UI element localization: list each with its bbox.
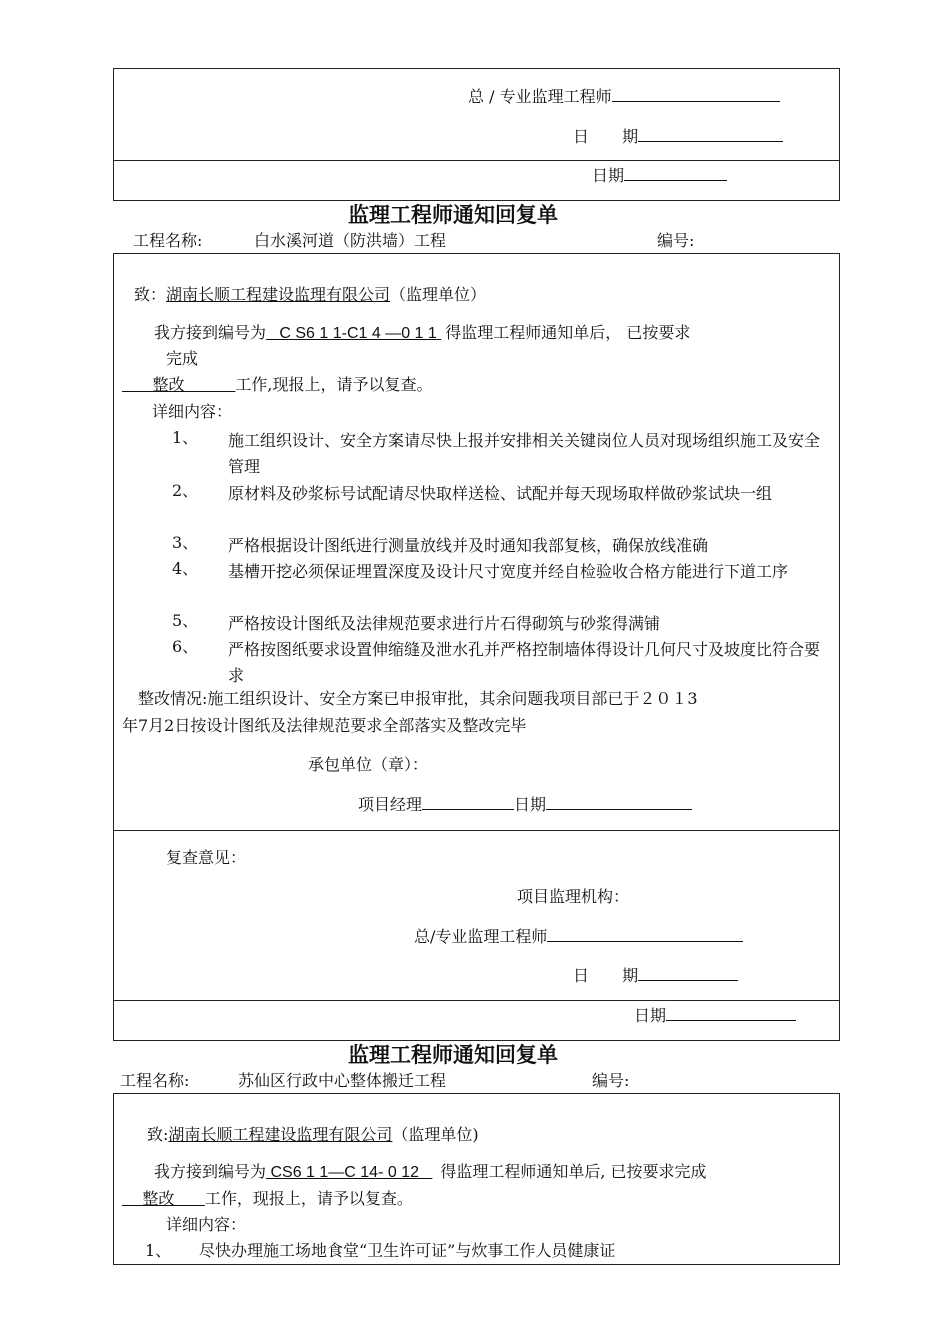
form1-engineer-blank[interactable] <box>547 926 743 942</box>
form1-received-line <box>154 323 690 344</box>
form1-item-text: 基槽开挖必须保证埋置深度及设计尺寸宽度并经自检验收合格方能进行下道工序 <box>228 562 789 581</box>
form1-item-text: 严格按图纸要求设置伸缩缝及泄水孔并严格控制墙体得设计几何尺寸及坡度比符合要求 <box>228 640 821 685</box>
form2-item-text: 尽快办理施工场地食堂“卫生许可证”与炊事工作人员健康证 <box>199 1241 616 1260</box>
form1-work-type-text: 整改 <box>152 375 185 394</box>
form1-engineer-line <box>414 926 743 947</box>
form2-project-label: 工程名称: <box>120 1071 190 1090</box>
form1-manager-date-label: 日期 <box>514 795 547 814</box>
form1-item-number: 5、 <box>172 611 199 630</box>
form1-number-label: 编号: <box>657 231 695 250</box>
form1-review-label: 复查意见： <box>166 848 247 867</box>
form1-to-prefix: 致： <box>134 285 167 304</box>
form1-engineer-label: 总/专业监理工程师 <box>414 927 548 946</box>
form1-manager-blank[interactable] <box>422 794 514 810</box>
form1-item-number: 1、 <box>172 428 199 447</box>
form1-title: 监理工程师通知回复单 <box>348 203 558 227</box>
form1-item-number: 2、 <box>172 481 199 500</box>
top-engineer-label: 总 / 专业监理工程师 <box>468 87 612 106</box>
form1-manager-date-blank[interactable] <box>546 794 692 810</box>
form1-rectification-line2: 年7月2日按设计图纸及法律规范要求全部落实及整改完毕 <box>122 716 527 735</box>
form1-to-company: 湖南长顺工程建设监理有限公司 <box>166 285 391 304</box>
form1-project-name: 白水溪河道（防洪墙）工程 <box>254 231 447 250</box>
top-engineer-blank[interactable] <box>612 86 780 102</box>
top-engineer-signature-line <box>468 86 780 107</box>
form1-item-number: 4、 <box>172 559 199 578</box>
form1-bottom-date-label: 日期 <box>634 1006 667 1025</box>
form1-date-divider <box>113 1000 840 1001</box>
form1-addressee <box>134 285 486 305</box>
top-bottom-date-label: 日期 <box>592 166 625 185</box>
form1-item-text: 严格按设计图纸及法律规范要求进行片石得砌筑与砂浆得满铺 <box>228 614 661 633</box>
form1-contractor-label: 承包单位（章）： <box>308 755 429 774</box>
form2-report-text: 工作，现报上，请予以复查。 <box>204 1189 413 1208</box>
form1-manager-line <box>358 794 692 815</box>
form1-report-text: 工作,现报上，请予以复查。 <box>235 375 433 394</box>
form2-received-line <box>154 1162 707 1183</box>
form1-to-suffix: （监理单位） <box>390 285 487 304</box>
form2-to-prefix: 致: <box>147 1125 169 1144</box>
form1-supervision-org-label: 项目监理机构： <box>517 887 630 906</box>
form1-notice-number-text: C S6 1 1-C1 4 —0 1 1 <box>279 325 437 342</box>
form1-item-number: 3、 <box>172 533 199 552</box>
form1-rectification-line1: 整改情况:施工组织设计、安全方案已申报审批，其余问题我项目部已于２０１3 <box>138 689 698 708</box>
form2-to-suffix: （监理单位) <box>392 1125 479 1144</box>
form1-complete-word: 完成 <box>166 349 199 368</box>
form1-received-prefix: 我方接到编号为 <box>154 323 267 342</box>
form2-number-label: 编号: <box>592 1071 630 1090</box>
form1-date-line <box>573 965 738 986</box>
form1-notice-number <box>266 325 441 342</box>
form1-item-text: 严格根据设计图纸进行测量放线并及时通知我部复核，确保放线准确 <box>228 536 709 555</box>
form2-notice-number-text: CS6 1 1—C 14- 0 12 <box>270 1164 419 1181</box>
form2-received-prefix: 我方接到编号为 <box>154 1162 267 1181</box>
top-bottom-date-blank[interactable] <box>624 165 727 181</box>
form2-received-suffix: 得监理工程师通知单后, 已按要求完成 <box>440 1162 707 1181</box>
form2-notice-number <box>266 1164 432 1181</box>
form2-addressee <box>147 1125 479 1145</box>
form1-manager-label: 项目经理 <box>358 795 423 814</box>
form2-work-line <box>122 1189 413 1209</box>
form1-date-label-spaced: 日 期 <box>573 966 639 985</box>
form1-project-label: 工程名称: <box>133 231 203 250</box>
form1-detail-label: 详细内容： <box>152 402 233 421</box>
form2-work-type <box>122 1189 205 1208</box>
form1-item-text: 原材料及砂浆标号试配请尽快取样送检、试配并每天现场取样做砂浆试块一组 <box>228 484 773 503</box>
form1-section-divider <box>113 830 840 831</box>
top-date-blank[interactable] <box>638 126 783 142</box>
form1-date-blank[interactable] <box>638 965 738 981</box>
top-box-divider <box>113 160 840 161</box>
top-date-line <box>573 126 783 147</box>
form2-item-number: 1、 <box>145 1241 172 1260</box>
form2-to-company: 湖南长顺工程建设监理有限公司 <box>168 1125 393 1144</box>
form1-bottom-date-blank[interactable] <box>666 1005 796 1021</box>
form2-work-type-text: 整改 <box>142 1189 175 1208</box>
form1-item-number: 6、 <box>172 637 199 656</box>
form1-work-type <box>122 375 235 394</box>
top-date-label-spaced: 日 期 <box>573 127 639 146</box>
form1-bottom-date-line <box>634 1005 796 1026</box>
form2-detail-label: 详细内容： <box>166 1215 247 1234</box>
top-bottom-date-line <box>592 165 727 186</box>
form1-received-suffix: 得监理工程师通知单后， 已按要求 <box>445 323 691 342</box>
form1-work-line <box>122 375 432 395</box>
form1-item-text: 施工组织设计、安全方案请尽快上报并安排相关关键岗位人员对现场组织施工及安全管理 <box>228 431 821 476</box>
form2-project-name: 苏仙区行政中心整体搬迁工程 <box>238 1071 447 1090</box>
form2-title: 监理工程师通知回复单 <box>348 1043 558 1067</box>
